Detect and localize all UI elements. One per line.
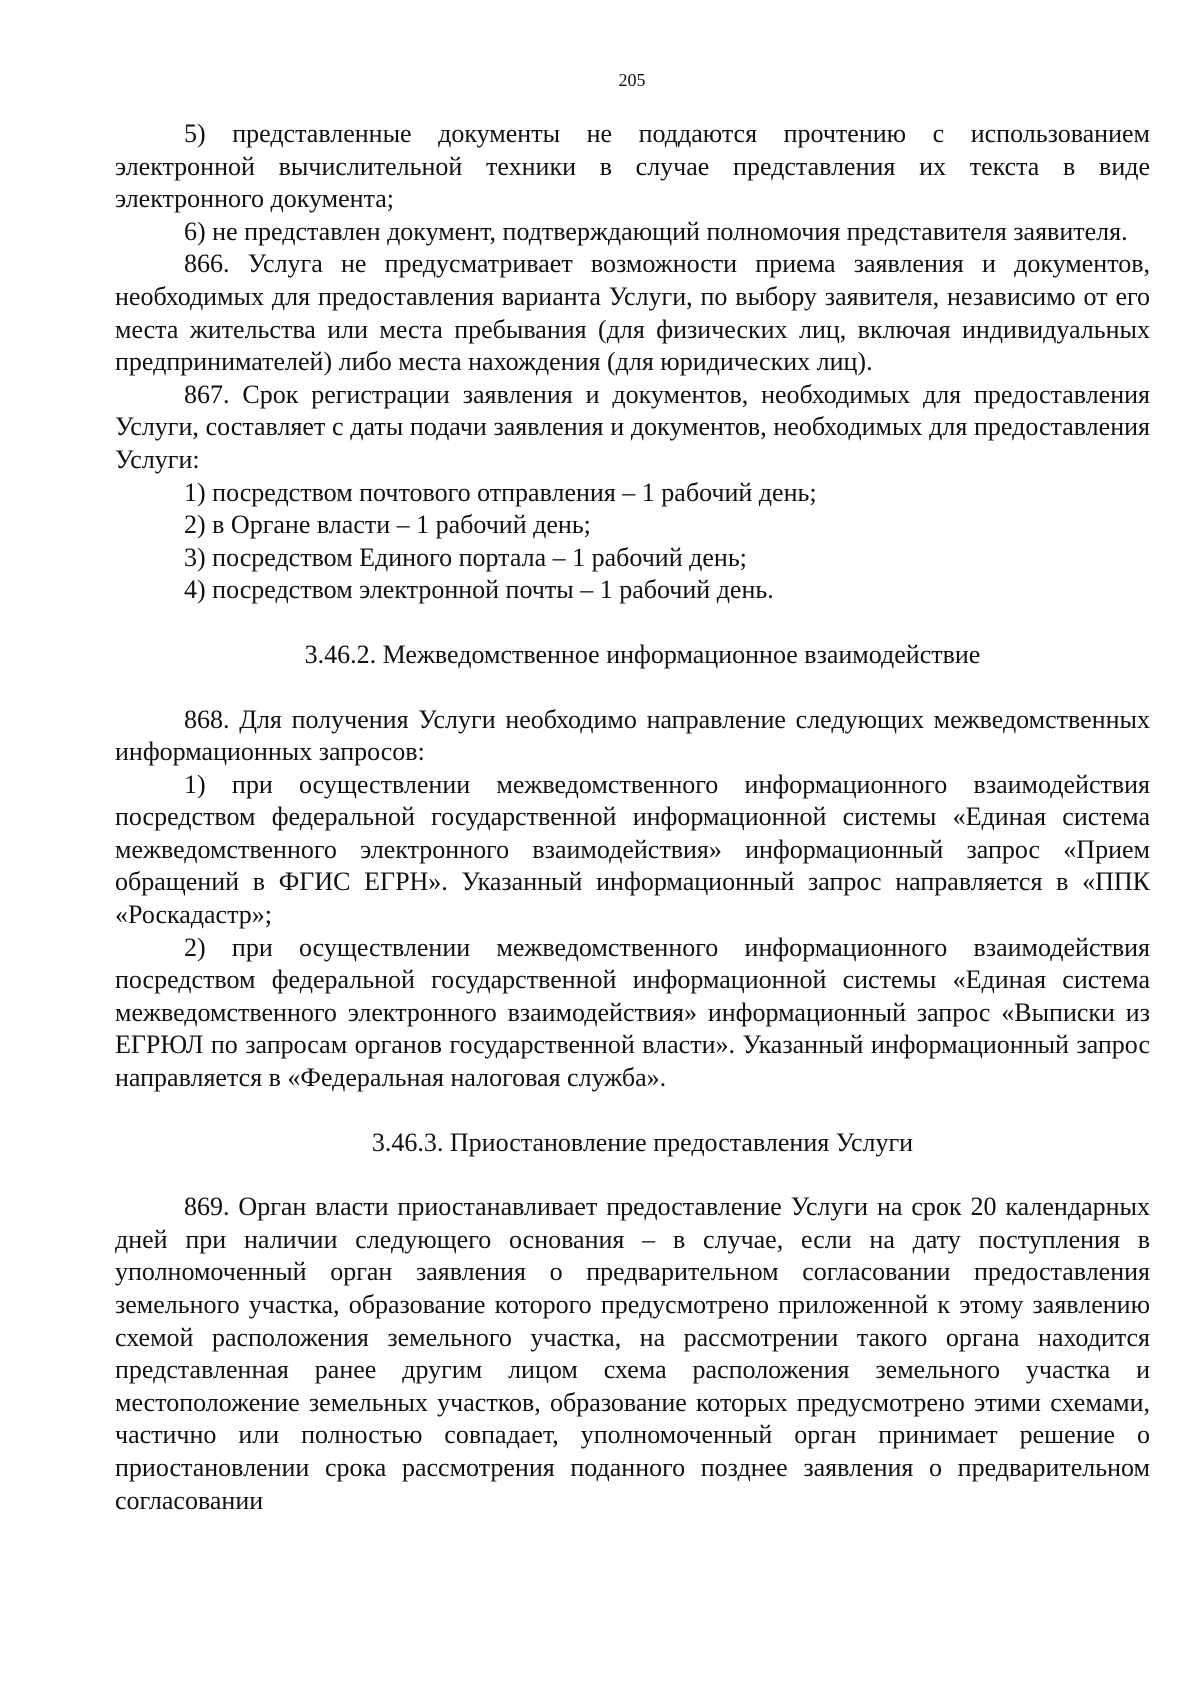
- section-heading-3-46-3: 3.46.3. Приостановление предоставления Услуги: [371, 1127, 914, 1157]
- paragraph-869: 869. Орган власти приостанавливает предоставление Услуги на срок 20 календарных дней при наличии следующего основания – в случае, если на дату поступления в уполномоченный орган заявления о предварительном согласовании предоставления земельного участка, образование которого предусмотрено приложенной к этому заявлению схемой расположения земельного участка, на рассмотрении такого органа находится представленная ранее другим лицом схема расположения земельного участка и местоположение земельных участков, образование которых предусмотрено этими схемами, частично или полностью совпадает, уполномоченный орган принимает решение о приостановлении срока рассмотрения поданного позднее заявления о предварительном согласовании: [115, 1192, 1150, 1515]
- paragraph-item-5: 5) представленные документы не поддаются прочтению с использованием электронной вычислительной техники в случае представления их текста в виде электронного документа;: [115, 119, 1150, 214]
- paragraph-868: 868. Для получения Услуги необходимо направление следующих межведомственных информационных запросов:: [115, 704, 1150, 767]
- page-number: 205: [618, 70, 646, 90]
- paragraph-867: 867. Срок регистрации заявления и документов, необходимых для предоставления Услуги, составляет с даты подачи заявления и документов, необходимых для предоставления Услуги:: [115, 379, 1150, 474]
- paragraph-866: 866. Услуга не предусматривает возможности приема заявления и документов, необходимых для предоставления варианта Услуги, по выбору заявителя, независимо от его места жительства или места пребывания (для физических лиц, включая индивидуальных предпринимателей) либо места нахождения (для юридических лиц).: [115, 249, 1150, 377]
- list-item-egrul-request: 2) при осуществлении межведомственного информационного взаимодействия посредством федеральной государственной информационной системы «Единая система межведомственного электронного взаимодействия» информационный запрос «Выписки из ЕГРЮЛ по запросам органов государственной власти». Указанный информационный запрос направляется в «Федеральная налоговая служба».: [115, 932, 1150, 1093]
- section-heading-3-46-2: 3.46.2. Межведомственное информационное взаимодействие: [304, 639, 981, 669]
- document-body: [115, 118, 1150, 1517]
- list-item-email: 4) посредством электронной почты – 1 рабочий день.: [184, 575, 774, 605]
- list-item-authority: 2) в Органе власти – 1 рабочий день;: [184, 510, 591, 540]
- list-item-portal: 3) посредством Единого портала – 1 рабочий день;: [184, 542, 747, 572]
- list-item-egrn-request: 1) при осуществлении межведомственного информационного взаимодействия посредством федеральной государственной информационной системы «Единая система межведомственного электронного взаимодействия» информационный запрос «Прием обращений в ФГИС ЕГРН». Указанный информационный запрос направляется в «ППК «Роскадастр»;: [115, 769, 1150, 930]
- paragraph-item-6: 6) не представлен документ, подтверждающий полномочия представителя заявителя.: [184, 216, 1128, 246]
- list-item-postal: 1) посредством почтового отправления – 1 рабочий день;: [184, 477, 817, 507]
